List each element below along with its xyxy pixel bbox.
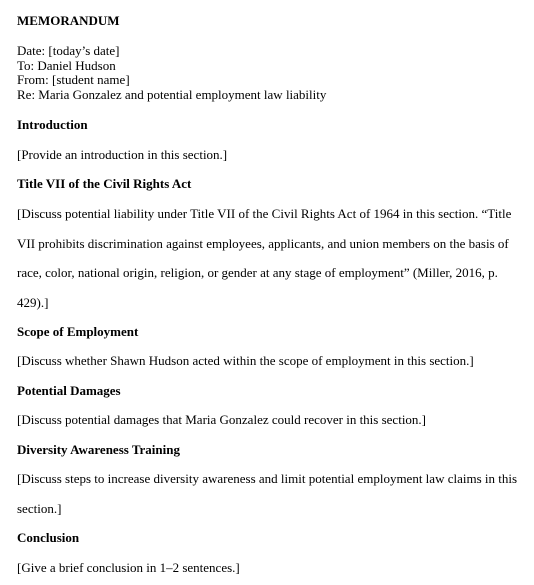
memo-title: MEMORANDUM <box>17 13 120 28</box>
section-heading-scope-of-employment: Scope of Employment <box>17 324 139 339</box>
section-body-introduction: [Provide an introduction in this section.] <box>17 147 228 162</box>
section-body-conclusion: [Give a brief conclusion in 1–2 sentences.] <box>17 560 240 575</box>
section-body-potential-damages: [Discuss potential damages that Maria Gonzalez could recover in this section.] <box>17 412 427 427</box>
section-heading-conclusion: Conclusion <box>17 530 80 545</box>
section-heading-diversity-training: Diversity Awareness Training <box>17 442 180 457</box>
memo-date-line: Date: [today’s date] <box>17 43 120 58</box>
memo-from-line: From: [student name] <box>17 72 130 87</box>
section-heading-introduction: Introduction <box>17 117 88 132</box>
section-heading-title-vii: Title VII of the Civil Rights Act <box>17 176 192 191</box>
section-body-title-vii: [Discuss potential liability under Title VII of the Civil Rights Act of 1964 in this section. “Title VII prohibits discrimination against employees, applicants, and union members on the basis of race, color, national origin, religion, or gender at any stage of employment” (Miller, 2016, p. 429).] <box>17 206 512 310</box>
section-heading-potential-damages: Potential Damages <box>17 383 121 398</box>
memo-header <box>17 44 326 102</box>
memo-re-line: Re: Maria Gonzalez and potential employment law liability <box>17 86 327 102</box>
section-body-diversity-training: [Discuss steps to increase diversity awareness and limit potential employment law claims in this section.] <box>17 471 518 516</box>
memo-to-line: To: Daniel Hudson <box>17 57 116 73</box>
section-body-scope-of-employment: [Discuss whether Shawn Hudson acted within the scope of employment in this section.] <box>17 353 474 368</box>
